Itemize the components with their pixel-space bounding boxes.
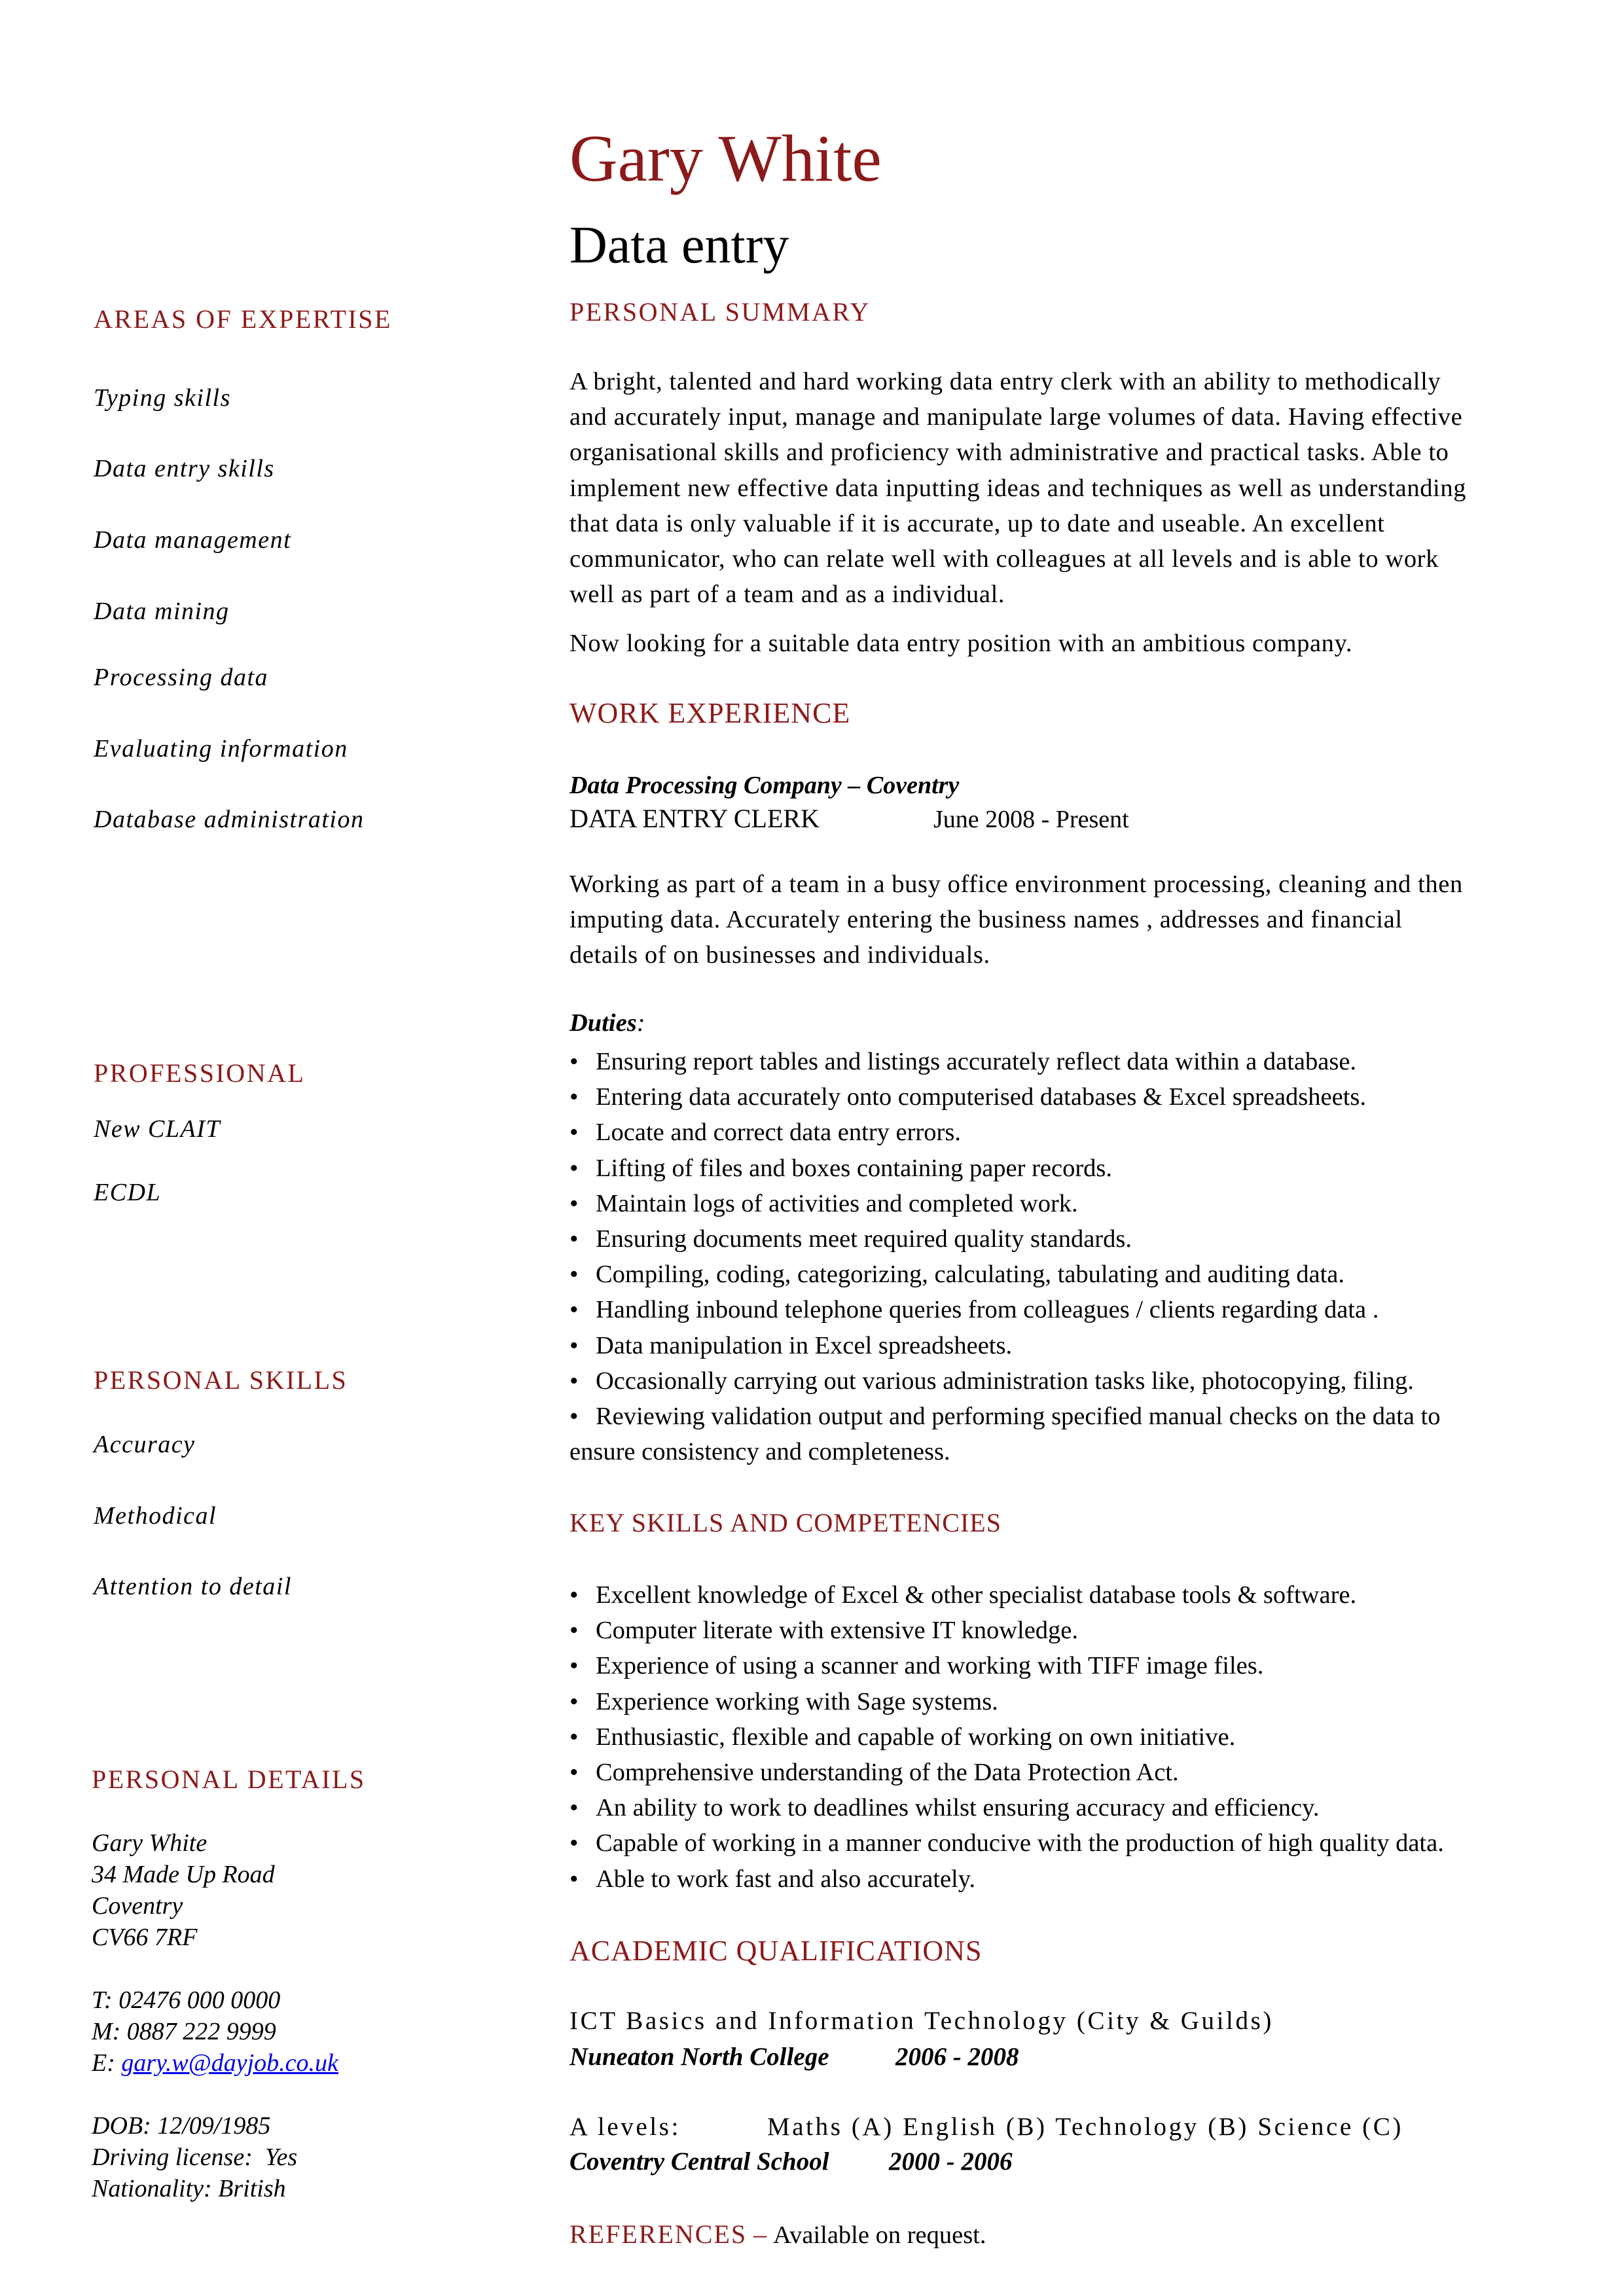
work-description — [569, 867, 1463, 973]
references-heading: REFERENCES — [569, 2219, 748, 2249]
a-levels-row — [569, 2112, 1403, 2142]
driving-license: Driving license: Yes — [92, 2144, 298, 2171]
email-label: E: — [92, 2049, 122, 2077]
duties-label-colon: : — [636, 1009, 645, 1037]
list-item: • An ability to work to deadlines whilst ensuring accuracy and efficiency. — [569, 1794, 1320, 1822]
expertise-item: Evaluating information — [94, 735, 348, 762]
nationality: Nationality: British — [92, 2175, 286, 2202]
summary-line: communicator, who can relate well with colleagues at all levels and is able to work — [569, 545, 1439, 573]
professional-item: ECDL — [94, 1179, 162, 1206]
candidate-name: Gary White — [569, 122, 882, 196]
summary-line: organisational skills and proficiency with administrative and practical tasks. Able to — [569, 439, 1449, 467]
personal-skill-item: Attention to detail — [94, 1573, 292, 1600]
list-item: • Experience of using a scanner and working with TIFF image files. — [569, 1652, 1264, 1680]
summary-closing: Now looking for a suitable data entry position with an ambitious company. — [569, 630, 1353, 657]
list-item: • Reviewing validation output and performing specified manual checks on the data to — [569, 1403, 1441, 1431]
personal-details-block — [92, 1827, 338, 2204]
list-item: • Maintain logs of activities and completed work. — [569, 1189, 1078, 1217]
date-of-birth: DOB: 12/09/1985 — [92, 2112, 271, 2140]
list-item: • Compiling, coding, categorizing, calculating, tabulating and auditing data. — [569, 1261, 1345, 1289]
references-row — [569, 2219, 986, 2250]
list-item: • Data manipulation in Excel spreadsheets. — [569, 1331, 1013, 1359]
address-line: 34 Made Up Road — [92, 1861, 275, 1888]
summary-heading: PERSONAL SUMMARY — [569, 297, 871, 327]
expertise-item: Data entry skills — [94, 455, 275, 482]
work-heading: WORK EXPERIENCE — [569, 697, 851, 729]
list-item: • Enthusiastic, flexible and capable of working on own initiative. — [569, 1723, 1236, 1751]
email-row — [92, 2047, 338, 2079]
skills-heading: KEY SKILLS AND COMPETENCIES — [569, 1508, 1001, 1537]
address-line: Coventry — [92, 1892, 183, 1920]
expertise-item: Processing data — [94, 664, 269, 691]
personal-skill-item: Accuracy — [94, 1431, 196, 1458]
list-item: • Entering data accurately onto computerised databases & Excel spreadsheets. — [569, 1083, 1366, 1111]
qualification-years: 2006 - 2008 — [895, 2043, 1019, 2071]
summary-paragraph — [569, 364, 1466, 612]
list-item: • Excellent knowledge of Excel & other specialist database tools & software. — [569, 1581, 1357, 1609]
a-levels-label: A levels: — [569, 2113, 681, 2141]
company-name: Data Processing Company – Coventry — [569, 772, 960, 799]
list-item: • Handling inbound telephone queries from colleagues / clients regarding data . — [569, 1296, 1379, 1324]
qualification-school-row — [569, 2042, 1019, 2072]
list-item: • Locate and correct data entry errors. — [569, 1119, 961, 1147]
address-line: CV66 7RF — [92, 1924, 198, 1951]
academic-heading: ACADEMIC QUALIFICATIONS — [569, 1935, 983, 1967]
work-description-line: details of on businesses and individuals. — [569, 941, 990, 969]
personal-skills-heading: PERSONAL SKILLS — [94, 1365, 348, 1395]
list-item: • Experience working with Sage systems. — [569, 1687, 998, 1715]
summary-line: A bright, talented and hard working data entry clerk with an ability to methodically — [569, 368, 1441, 395]
job-title: Data entry — [569, 217, 789, 274]
list-item: • Computer literate with extensive IT knowledge. — [569, 1617, 1079, 1645]
duties-label — [569, 1009, 645, 1037]
phone-number: T: 02476 000 0000 — [92, 1986, 281, 2014]
expertise-item: Data mining — [94, 598, 230, 625]
work-description-line: imputing data. Accurately entering the business names , addresses and financial — [569, 906, 1403, 934]
a-levels-subjects: Maths (A) English (B) Technology (B) Science (C) — [767, 2113, 1403, 2141]
list-item: • Ensuring documents meet required quality standards. — [569, 1225, 1132, 1253]
summary-line: implement new effective data inputting ideas and techniques as well as understanding — [569, 474, 1467, 502]
personal-skill-item: Methodical — [94, 1502, 217, 1530]
references-dash: – — [747, 2219, 774, 2249]
list-item: • Lifting of files and boxes containing paper records. — [569, 1154, 1113, 1182]
email-link[interactable]: gary.w@dayjob.co.uk — [121, 2049, 338, 2077]
address-line: Gary White — [92, 1829, 208, 1857]
duties-list — [568, 1044, 1440, 1434]
expertise-heading: AREAS OF EXPERTISE — [94, 304, 392, 334]
list-item: • Comprehensive understanding of the Data Protection Act. — [569, 1759, 1179, 1787]
expertise-item: Typing skills — [94, 384, 231, 412]
work-description-line: Working as part of a team in a busy office environment processing, cleaning and then — [569, 870, 1463, 898]
list-item: • Capable of working in a manner conducive with the production of high quality data. — [569, 1829, 1444, 1857]
summary-line: and accurately input, manage and manipulate large volumes of data. Having effective — [569, 403, 1463, 431]
role-title: DATA ENTRY CLERK — [569, 804, 820, 833]
summary-line: well as part of a team and as a individual. — [569, 581, 1005, 609]
a-levels-years: 2000 - 2006 — [889, 2147, 1013, 2176]
mobile-number: M: 0887 222 9999 — [92, 2018, 276, 2045]
list-item: • Able to work fast and also accurately. — [569, 1865, 976, 1893]
professional-item: New CLAIT — [94, 1115, 221, 1143]
role-dates: June 2008 - Present — [933, 806, 1129, 833]
personal-details-heading: PERSONAL DETAILS — [92, 1765, 366, 1794]
list-item: • Occasionally carrying out various administration tasks like, photocopying, filing. — [569, 1367, 1414, 1395]
references-text: Available on request. — [773, 2221, 986, 2249]
a-levels-school-row — [569, 2147, 1013, 2176]
duties-label-text: Duties — [569, 1009, 637, 1037]
a-levels-school: Coventry Central School — [569, 2147, 829, 2176]
summary-line: that data is only valuable if it is accurate, up to date and useable. An excellent — [569, 509, 1385, 537]
professional-heading: PROFESSIONAL — [94, 1058, 306, 1088]
list-item: • Ensuring report tables and listings accurately reflect data within a database. — [569, 1048, 1357, 1075]
expertise-item: Data management — [94, 526, 292, 554]
expertise-item: Database administration — [94, 806, 365, 833]
qualification-title: ICT Basics and Information Technology (City & Guilds) — [569, 2007, 1274, 2035]
last-duty-continuation: ensure consistency and completeness. — [569, 1438, 950, 1465]
skills-list — [568, 1577, 1444, 1897]
qualification-school: Nuneaton North College — [569, 2043, 829, 2071]
